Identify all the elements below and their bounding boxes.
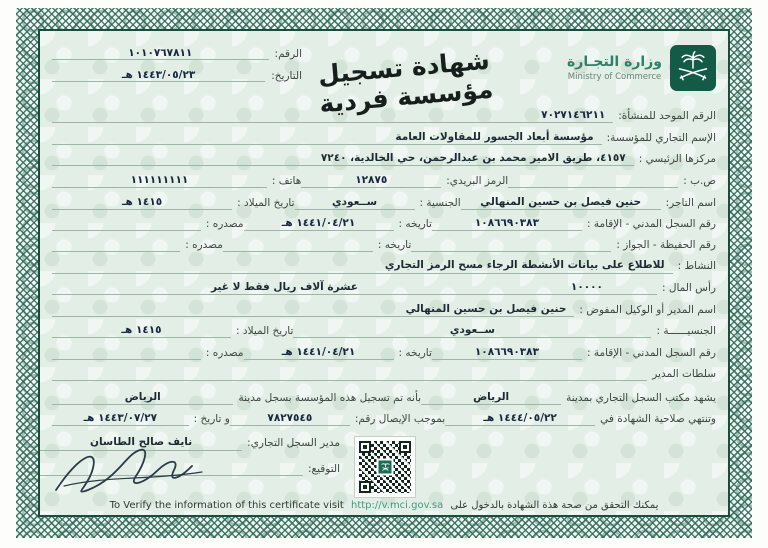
attestation-city1: الرياض	[421, 391, 561, 405]
head-office-value: ٤١٥٧، طريق الامير محمد بن عبدالرحمن، حي الخالدية، ٧٢٤٠	[52, 152, 634, 166]
pobox-label: ص.ب :	[683, 174, 716, 187]
activity-label: النشاط :	[677, 260, 716, 273]
manager-label: اسم المدير أو الوكيل المفوض :	[579, 303, 716, 316]
registrar-name: نايف صالح الطاسان	[40, 436, 242, 450]
ministry-brand	[508, 37, 716, 91]
ministry-name-english: Ministry of Commerce	[567, 72, 662, 82]
certificate-fields	[52, 109, 716, 426]
civil-id1-date-value: ١٤٤١/٠٤/٢١ هـ	[244, 217, 394, 231]
nationality2-label: الجنسيــــــة :	[656, 325, 716, 338]
passport-date-value	[223, 239, 373, 252]
head-office-label: مركزها الرئيسي :	[638, 153, 716, 166]
passport-date-label: تاريخه :	[377, 238, 412, 251]
nationality2-row	[52, 324, 716, 338]
nationality2-value: ســعودي	[293, 324, 651, 338]
certificate-title-text: شهادة تسجيل مؤسسة فردية	[316, 45, 495, 119]
verify-text-arabic: يمكنك التحقق من صحة هذة الشهادة بالدخول على	[450, 500, 659, 511]
certificate-footer	[52, 436, 716, 498]
trader-label: اسم التاجر:	[665, 196, 716, 209]
saudi-emblem-icon	[670, 45, 716, 91]
head-office-row	[52, 152, 716, 166]
date-label: التاريخ:	[271, 70, 302, 82]
activity-value: للاطلاع على بيانات الأنشطة الرجاء مسح الرمز التجاري	[52, 259, 673, 273]
passport-label: رقم الحفيظة - الجواز :	[616, 238, 716, 251]
activity-row	[52, 259, 716, 273]
receipt-date-label: و تاريخ :	[193, 413, 230, 426]
manager-powers-label: سلطات المدير	[652, 367, 716, 380]
capital-row	[52, 281, 716, 295]
nationality1-value: ســعودي	[295, 196, 415, 210]
attestation-part1: يشهد مكتب السجل التجاري بمدينة	[566, 391, 716, 404]
receipt-label: بموجب الإيصال رقم:	[354, 413, 446, 426]
phone-value: ١١١١١١١١١	[52, 174, 267, 188]
passport-source-label: مصدره :	[185, 238, 223, 251]
civil-id1-date-label: تاريخه :	[398, 218, 432, 231]
manager-value: حنين فيصل بن حسين المنهالي	[52, 303, 574, 317]
registrar-label: مدير السجل التجاري:	[247, 437, 340, 450]
civil-id2-label: رقم السجل المدني - الإقامة :	[586, 346, 716, 359]
capital-value: ١٠٠٠٠	[517, 281, 657, 295]
validity-label: وتنتهي صلاحية الشهادة في	[600, 413, 716, 426]
trade-name-label: الإسم التجاري للمؤسسة:	[606, 131, 716, 144]
trader-row	[52, 196, 716, 210]
signature-label: التوقيع:	[307, 462, 340, 475]
signature-row	[40, 463, 340, 476]
ministry-name	[567, 54, 662, 82]
signature-scribble	[46, 440, 216, 502]
attestation-row	[52, 391, 716, 405]
birth-date2-label: تاريخ الميلاد :	[236, 325, 294, 338]
capital-words: عشرة آلاف ريال فقط لا غير	[52, 281, 517, 295]
receipt-number: ٧٨٢٧٥٤٥	[230, 412, 350, 426]
civil-id1-value: ١٠٨٦٦٩٠٣٨٣	[432, 217, 582, 231]
number-value: ١٠١٠٧٦٧٨١١	[52, 47, 269, 60]
registration-numbers	[52, 37, 302, 91]
manager-powers-line	[52, 368, 647, 381]
civil-id2-date-label: تاريخه :	[398, 346, 432, 359]
passport-row	[52, 239, 716, 252]
attestation-part2: بأنه تم تسجيل هذه المؤسسة بسجل مدينة	[238, 391, 422, 404]
certificate-number-row	[52, 47, 302, 60]
civil-id1-source-value	[52, 218, 201, 231]
birth-date2-value: ١٤١٥ هـ	[52, 324, 231, 338]
trader-value: حنين فيصل بن حسين المنهالي	[461, 196, 661, 210]
receipt-date: ١٤٤٣/٠٧/٢٧ هـ	[52, 412, 189, 426]
nationality1-label: الجنسية :	[419, 196, 461, 209]
birth-date1-value: ١٤١٥ هـ	[52, 196, 232, 210]
civil-id2-date-value: ١٤٤١/٠٤/٢١ هـ	[244, 346, 394, 360]
civil-id2-value: ١٠٨٦٦٩٠٣٨٣	[432, 346, 582, 360]
ministry-name-arabic: وزارة التجـارة	[567, 54, 662, 70]
attestation-city2: الرياض	[52, 391, 233, 405]
passport-value	[411, 239, 611, 252]
civil-id1-source-label: مصدره :	[205, 218, 244, 231]
date-value: ١٤٤٣/٠٥/٢٣ هـ	[52, 69, 265, 82]
trade-name-value: مؤسسة أبعاد الجسور للمقاولات العامة	[52, 131, 602, 145]
pobox-value	[508, 175, 678, 188]
passport-source-value	[52, 239, 180, 252]
registrar-signature-block	[40, 436, 340, 487]
civil-id2-source-value	[52, 347, 201, 360]
qr-finder-icon	[359, 481, 371, 493]
validity-date: ١٤٤٤/٠٥/٢٢ هـ	[445, 412, 595, 426]
certificate-title	[302, 37, 508, 119]
qr-code-pattern	[359, 441, 411, 493]
verification-line	[40, 500, 728, 511]
civil-id2-row	[52, 346, 716, 360]
postal-label: الرمز البريدي:	[446, 174, 509, 187]
guilloche-border	[16, 8, 752, 538]
civil-id1-label: رقم السجل المدني - الإقامة :	[586, 218, 716, 231]
verify-url-link[interactable]: http://v.mci.gov.sa	[350, 500, 444, 511]
certificate-body	[38, 29, 730, 517]
manager-row	[52, 303, 716, 317]
phone-label: هاتف :	[271, 174, 302, 187]
validity-row	[52, 412, 716, 426]
capital-label: رأس المال :	[661, 282, 716, 294]
manager-powers-row	[52, 368, 716, 381]
qr-finder-icon	[359, 441, 371, 453]
certificate-date-row	[52, 69, 302, 82]
number-label: الرقم:	[274, 48, 302, 60]
qr-code	[354, 436, 416, 498]
civil-id2-source-label: مصدره :	[205, 346, 244, 359]
postal-value: ١٢٨٧٥	[301, 174, 441, 188]
qr-center-emblem-icon	[377, 459, 394, 476]
contact-row	[52, 174, 716, 188]
unified-number-label: الرقم الموحد للمنشأة:	[618, 110, 716, 122]
civil-id1-row	[52, 217, 716, 231]
verify-text-english: To Verify the information of this certificate visit	[109, 500, 344, 511]
trade-name-row	[52, 131, 716, 145]
qr-finder-icon	[399, 441, 411, 453]
birth-date1-label: تاريخ الميلاد :	[237, 196, 295, 209]
unified-number-value: ٧٠٢٧١٤٦٢١١	[52, 109, 613, 123]
